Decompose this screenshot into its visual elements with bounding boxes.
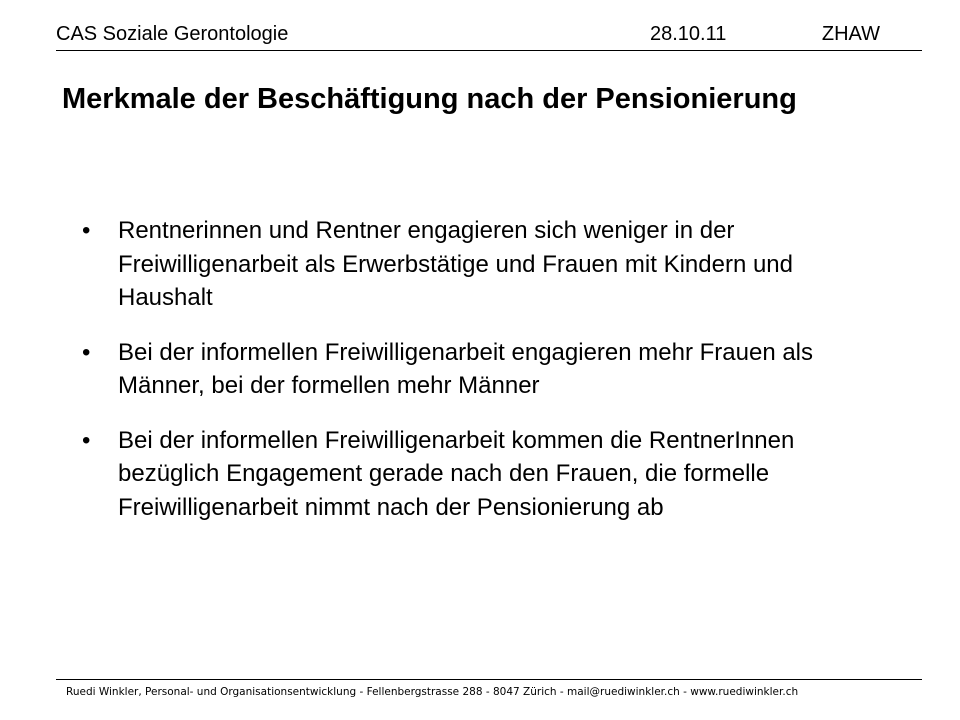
footer-contact: Ruedi Winkler, Personal- und Organisationsentwicklung - Fellenbergstrasse 288 - 8047 Zürich - mail@ruediwinkler.ch - www.ruediwinkler.ch [66, 686, 799, 698]
bullet-item [82, 214, 882, 315]
footer-divider [56, 679, 922, 680]
bullet-text: Rentnerinnen und Rentner engagieren sich weniger in der Freiwilligenarbeit als Erwerbstätige und Frauen mit Kindern und Haushalt [118, 217, 793, 311]
bullet-item [82, 336, 882, 403]
slide-title: Merkmale der Beschäftigung nach der Pensionierung [62, 83, 797, 115]
bullet-list [82, 214, 882, 545]
course-name: CAS Soziale Gerontologie [56, 23, 289, 45]
slide-date: 28.10.11 [650, 23, 727, 45]
bullet-text: Bei der informellen Freiwilligenarbeit kommen die RentnerInnen bezüglich Engagement gerade nach den Frauen, die formelle Freiwilligenarbeit nimmt nach der Pensionierung ab [118, 426, 795, 521]
bullet-icon: • [82, 217, 91, 244]
bullet-item [82, 424, 882, 525]
header-divider [56, 50, 922, 51]
slide-header [56, 20, 922, 48]
bullet-icon: • [82, 426, 91, 454]
organization-name: ZHAW [821, 23, 880, 45]
bullet-text: Bei der informellen Freiwilligenarbeit engagieren mehr Frauen als Männer, bei der formellen mehr Männer [118, 338, 814, 399]
bullet-icon: • [82, 338, 91, 366]
